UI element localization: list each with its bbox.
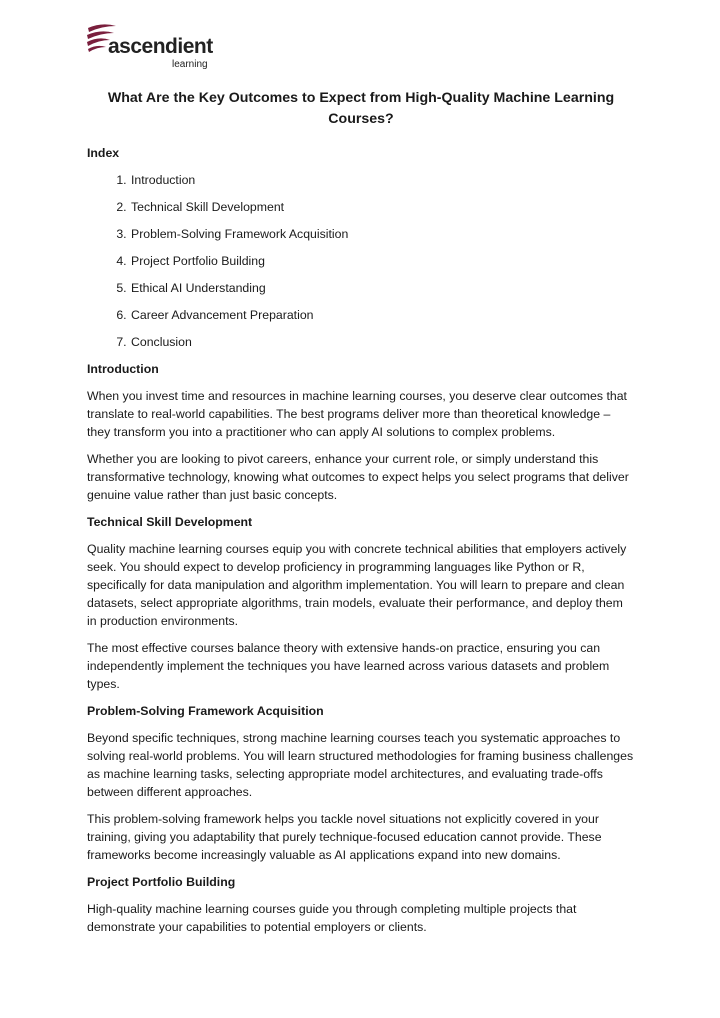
document-body <box>87 88 635 945</box>
index-item: 2. Technical Skill Development <box>130 198 635 216</box>
logo-wordmark: ascendient <box>108 35 213 58</box>
company-logo <box>86 22 226 72</box>
index-item: 6. Career Advancement Preparation <box>130 306 635 324</box>
paragraph: This problem-solving framework helps you tackle novel situations not explicitly covered in your training, giving you adaptability that purely technique-focused education cannot provide. These frameworks become increasingly valuable as AI applications expand into new domains. <box>87 812 602 862</box>
index-list <box>87 171 635 351</box>
index-item: 3. Problem-Solving Framework Acquisition <box>130 225 635 243</box>
paragraph: Quality machine learning courses equip you with concrete technical abilities that employers actively seek. You should expect to develop proficiency in programming languages like Python or R, specifically for data manipulation and algorithm implementation. You will learn to prepare and clean datasets, select appropriate algorithms, train models, evaluate their performance, and deploy them in production environments. <box>87 542 627 628</box>
section-heading-problem-solving: Problem-Solving Framework Acquisition <box>87 704 324 718</box>
section-heading-introduction: Introduction <box>87 362 159 376</box>
page-title: What Are the Key Outcomes to Expect from High-Quality Machine Learning Courses? <box>107 90 615 127</box>
paragraph: When you invest time and resources in machine learning courses, you deserve clear outcomes that translate to real-world capabilities. The best programs deliver more than theoretical knowledge – they transform you into a practitioner who can apply AI solutions to complex problems. <box>87 389 627 439</box>
index-item: 5. Ethical AI Understanding <box>130 279 635 297</box>
index-item: 7. Conclusion <box>130 333 635 351</box>
paragraph: The most effective courses balance theory with extensive hands-on practice, ensuring you can independently implement the techniques you have learned across various datasets and problem types. <box>87 641 610 691</box>
paragraph: Whether you are looking to pivot careers, enhance your current role, or simply understand this transformative technology, knowing what outcomes to expect helps you select programs that deliver genuine value rather than just basic concepts. <box>87 452 629 502</box>
paragraph: Beyond specific techniques, strong machine learning courses teach you systematic approaches to solving real-world problems. You will learn structured methodologies for framing business challenges as machine learning tasks, selecting appropriate model architectures, and evaluating trade-offs between different approaches. <box>87 731 634 799</box>
logo-subtitle: learning <box>172 59 208 70</box>
section-heading-project-portfolio: Project Portfolio Building <box>87 875 236 889</box>
section-heading-technical-skill: Technical Skill Development <box>87 515 253 529</box>
index-item: 1. Introduction <box>130 171 635 189</box>
paragraph: High-quality machine learning courses guide you through completing multiple projects that demonstrate your capabilities to potential employers or clients. <box>87 902 577 934</box>
index-item: 4. Project Portfolio Building <box>130 252 635 270</box>
index-heading: Index <box>87 146 120 160</box>
